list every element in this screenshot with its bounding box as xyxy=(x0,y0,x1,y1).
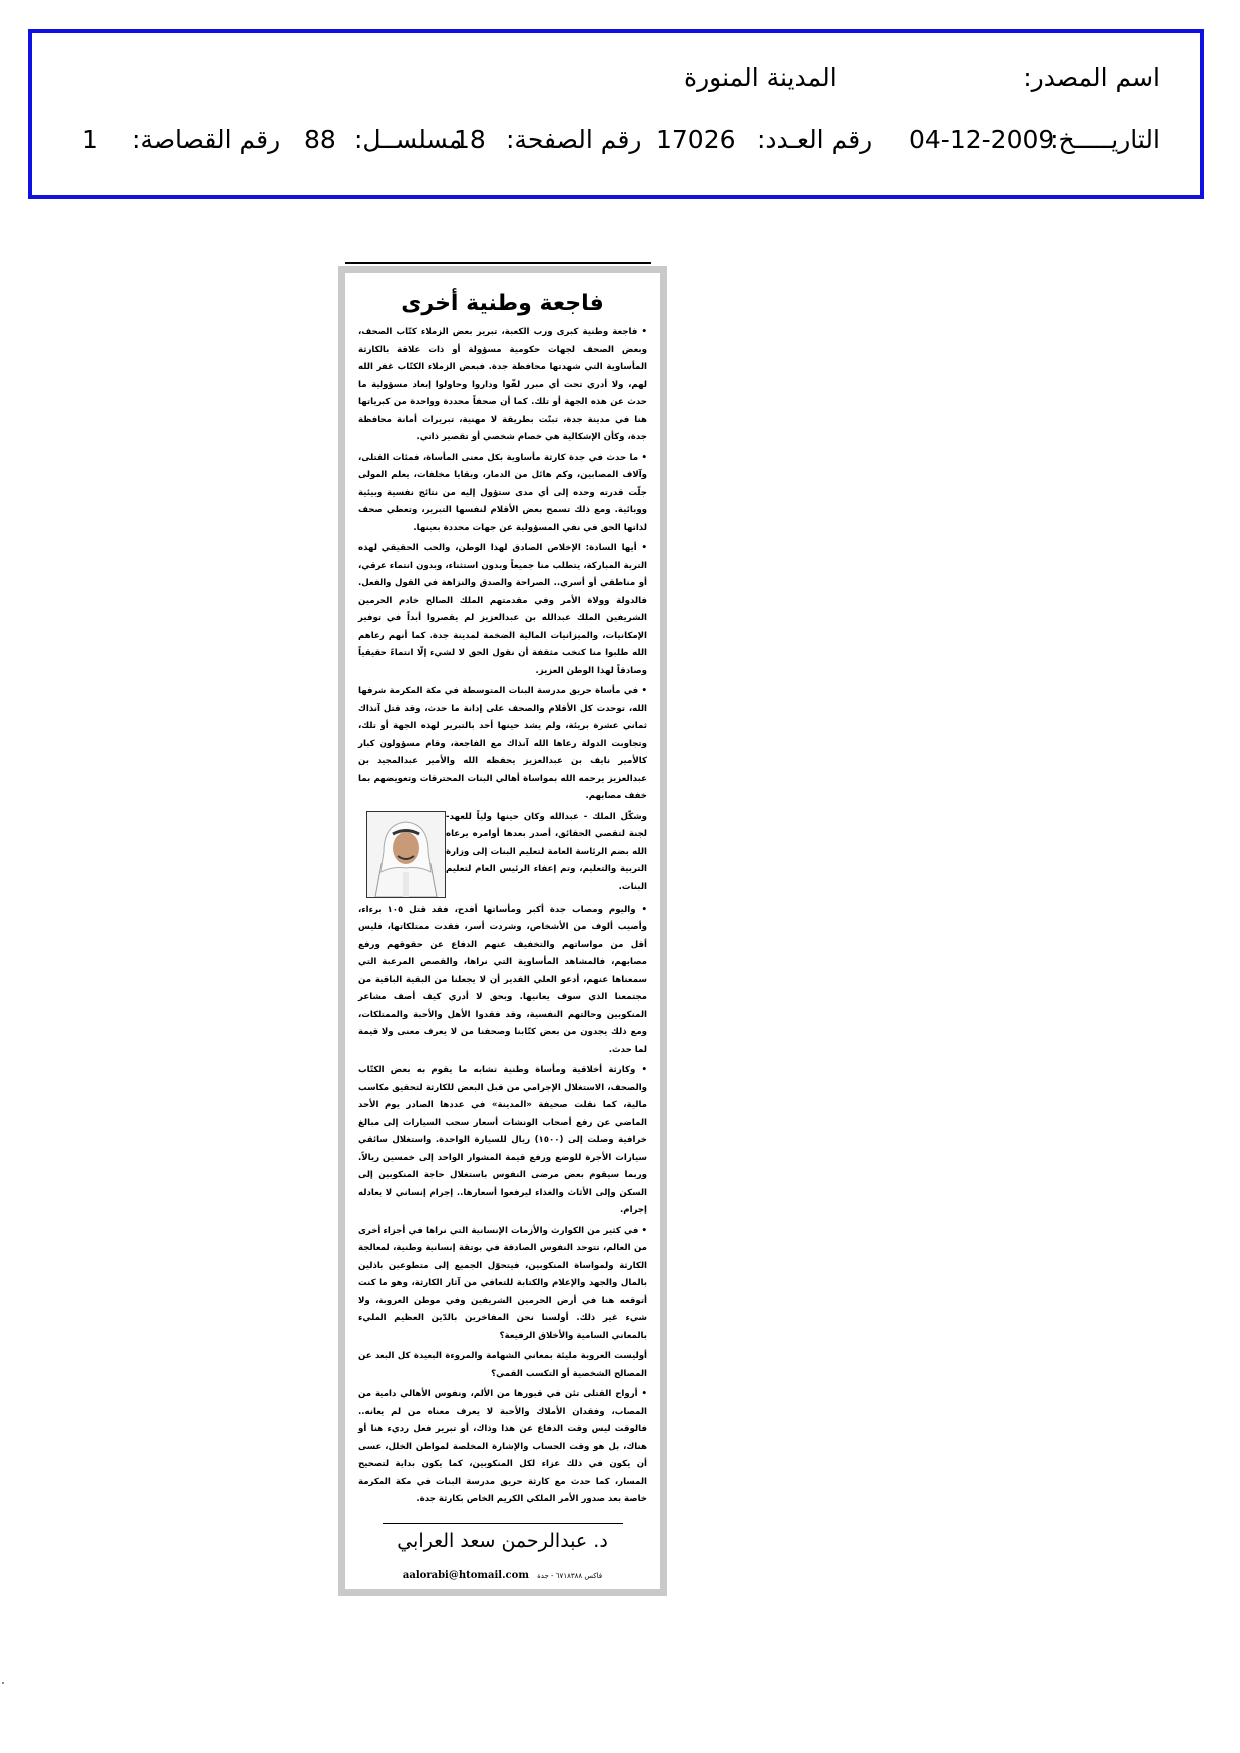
article-title: فاجعة وطنية أخرى xyxy=(401,291,604,316)
article-paragraph: • أرواح القتلى تئن في قبورها من الألم، ونفوس الأهالي دامية من المصاب، وفقدان الأملاك والأحبة لا يعرف معناه من لم يعانه.. فالوقت ليس وقت الدفاع عن هذا وذاك، أو تبرير فعل رديء هنا أو هناك، بل هو وقت الحساب والإشارة المخلصة لمواطن الخلل، عسى أن يكون في ذلك عزاء لكل المنكوبين، كما يكون بداية لتصحيح المسار، كما حدث مع كارثة حريق مدرسة البنات في مكة المكرمة خاصة بعد صدور الأمر الملكي الكريم الخاص بكارثة جدة. xyxy=(358,1389,647,1504)
source-label: اسم المصدر: xyxy=(1023,63,1160,92)
article-clipping xyxy=(338,266,667,1596)
source-value: المدينة المنورة xyxy=(684,63,837,92)
article-paragraph: وشكّل الملك - عبدالله وكان حينها ولياً للعهد- لجنة لتقصي الحقائق، أصدر بعدها أوامره يرعاه الله بضم الرئاسة العامة لتعليم البنات إلى وزارة التربية والتعليم، وتم إعفاء الرئيس العام لتعليم البنات. xyxy=(446,811,647,892)
page-label: رقم الصفحة: xyxy=(506,125,642,154)
article-paper xyxy=(345,273,660,1589)
article-body xyxy=(358,324,647,1509)
article-paragraph: أوليست العروبة مليئة بمعاني الشهامة والمروءة البعيدة كل البعد عن المصالح الشخصية أو التكسب القمي؟ xyxy=(358,1351,647,1379)
date-value: 04-12-2009 xyxy=(909,125,1055,154)
author-fax: فاكس ٦٧١٨٣٨٨ - جدة xyxy=(537,1572,603,1580)
author-email: aalorabi@htomail.com xyxy=(402,1570,529,1581)
article-paragraph: • في كثير من الكوارث والأزمات الإنسانية التي نراها في أجزاء أخرى من العالم، تتوحد النفوس الصادقة في بوتقة إنسانية وطنية، لمعالجة الكارثة ولمواساة المنكوبين، فيتحوّل الجميع إلى متطوعين باذلين بالمال والجهد والإعلام والكتابة للتعافي من آثار الكارثة، وهو ما كنت أتوقعه هنا في أرض الحرمين الشريفين وفي موطن العروبة، ولا شيء غير ذلك. أولسنا نحن المفاخرين بالدّين العظيم المليء بالمعاني السامية والأخلاق الرفيعة؟ xyxy=(358,1225,647,1341)
author-photo xyxy=(366,811,446,898)
article-paragraph: • فاجعة وطنية كبرى ورب الكعبة، تبرير بعض الزملاء كتّاب الصحف، وبعض الصحف لجهات حكومية مسؤولة أو ذات علاقة بالكارثة المأساوية التي شهدتها محافظة جدة. فبعض الزملاء الكتّاب غفر الله لهم، ولا أدري تحت أي مبرر لفّوا وداروا وحاولوا إبعاد مسؤولية ما حدث عن هذه الجهة أو تلك. كما أن صحفاً محددة وواحدة من كبرياتها هنا في مدينة جدة، تبنّت بطريقة لا مهنية، تبريرات أمانة محافظة جدة، وكأن الإشكالية هي خصام شخصي أو تقصير ذاتي. xyxy=(358,327,647,442)
top-rule xyxy=(345,262,651,264)
scan-artifact xyxy=(2,1682,4,1684)
date-label: التاريـــــخ: xyxy=(1050,125,1160,154)
author-portrait-image xyxy=(367,812,445,897)
article-paragraph: • ما حدث في جدة كارثة مأساوية بكل معنى المأساة، فمئات القتلى، وآلاف المصابين، وكم هائل من الدمار، وبقايا مخلفات، يعلم المولى جلّت قدرته وحده إلى أي مدى ستؤول إليه من نتائج نفسية وبيئية ووبائية. ومع ذلك تسمح بعض الأقلام لنفسها التبرير، وتعطي صحف لذاتها الحق في نفي المسؤولية عن جهات محددة بعينها. xyxy=(358,452,647,533)
serial-label: مسلســل: xyxy=(354,125,463,154)
article-paragraph: • وكارثة أخلاقية ومأساة وطنية تشابه ما يقوم به بعض الكتّاب والصحف، الاستغلال الإجرامي من قبل البعض للكارثة لتحقيق مكاسب مالية، كما نقلت صحيفة «المدينة» في عددها الصادر يوم الأحد الماضي عن رفع أصحاب الونشات أسعار سحب السيارات إلى مبالغ خرافية وصلت إلى (١٥٠٠) ريال للسيارة الواحدة. واستغلال سائقي سيارات الأجرة للوضع ورفع قيمة المشوار الواحد إلى خمسين ريالاً. وربما سيقوم بعض مرضى النفوس باستغلال حاجة المنكوبين إلى السكن وإلى الأثاث والغذاء ليرفعوا أسعارها.. إجرام إنساني لا يعادله إجرام. xyxy=(358,1065,647,1215)
clip-label: رقم القصاصة: xyxy=(132,125,281,154)
clip-value: 1 xyxy=(82,125,98,154)
article-paragraph: • واليوم ومصاب جدة أكبر ومأساتها أفدح، فقد قتل ١٠٥ برءاء، وأصيب ألوف من الأشخاص، وشردت أسر، فقدت ممتلكاتها، فليس أقل من مواساتهم والتخفيف عنهم الدفاع عن حقوقهم ورفع مصابهم، فالمشاهد المأساوية التي نراها، والقصص المرعبة التي سمعناها عنهم، أدعو العلي القدير أن لا يجعلنا من البقية الباقية من مجتمعنا الذي سوف يعانيها. وبحق لا أدري كيف أصف مشاعر المنكوبين وحالتهم النفسية، وقد فقدوا الأهل والأحبة والممتلكات، ومع ذلك يجدون من بعض كتّابنا وصحفنا من لا يعرف معنى ولا قيمة لما حدث. xyxy=(358,904,648,1055)
header-box xyxy=(28,29,1204,199)
article-paragraph: • أيها السادة: الإخلاص الصادق لهذا الوطن، والحب الحقيقي لهذه التربة المباركة، يتطلب منا جميعاً وبدون استثناء، وبدون انتماء عرقي، أو مناطقي أو أسري.. الصراحة والصدق والنزاهة في القول والفعل. فالدولة وولاة الأمر وفي مقدمتهم الملك الصالح خادم الحرمين الشريفين الملك عبدالله بن عبدالعزيز لم يقصروا أبداً في توفير الإمكانيات، والميزانيات المالية الضخمة لمدينة جدة. كما أنهم رعاهم الله طلبوا منا كنخب مثقفة أن نقول الحق لا لشيء إلّا انتماءً حقيقياً وصادقاً لهذا الوطن العزيز. xyxy=(358,543,647,676)
issue-value: 17026 xyxy=(656,125,736,154)
article-paragraph: • في مأساة حريق مدرسة البنات المتوسطة في مكة المكرمة شرفها الله، توحدت كل الأقلام والصحف على إدانة ما حدث، وقد قتل آنذاك ثماني عشرة بريئة، ولم يشذ حينها أحد بالتبرير لهذه الجهة أو تلك، وتجاوبت الدولة رعاها الله آنذاك مع الفاجعة، وقام مسؤولون كبار كالأمير نايف بن عبدالعزيز يحفظه الله والأمير عبدالمجيد بن عبدالعزيز يرحمه الله بمواساة أهالي البنات المحترقات وتعويضهم بما خفف مصابهم. xyxy=(358,686,647,801)
author-signature: د. عبدالرحمن سعد العرابي xyxy=(397,1529,608,1552)
page-value: 18 xyxy=(454,125,486,154)
signature-rule xyxy=(383,1523,623,1524)
author-contact xyxy=(345,1570,660,1581)
serial-value: 88 xyxy=(304,125,336,154)
issue-label: رقم العـدد: xyxy=(757,125,873,154)
